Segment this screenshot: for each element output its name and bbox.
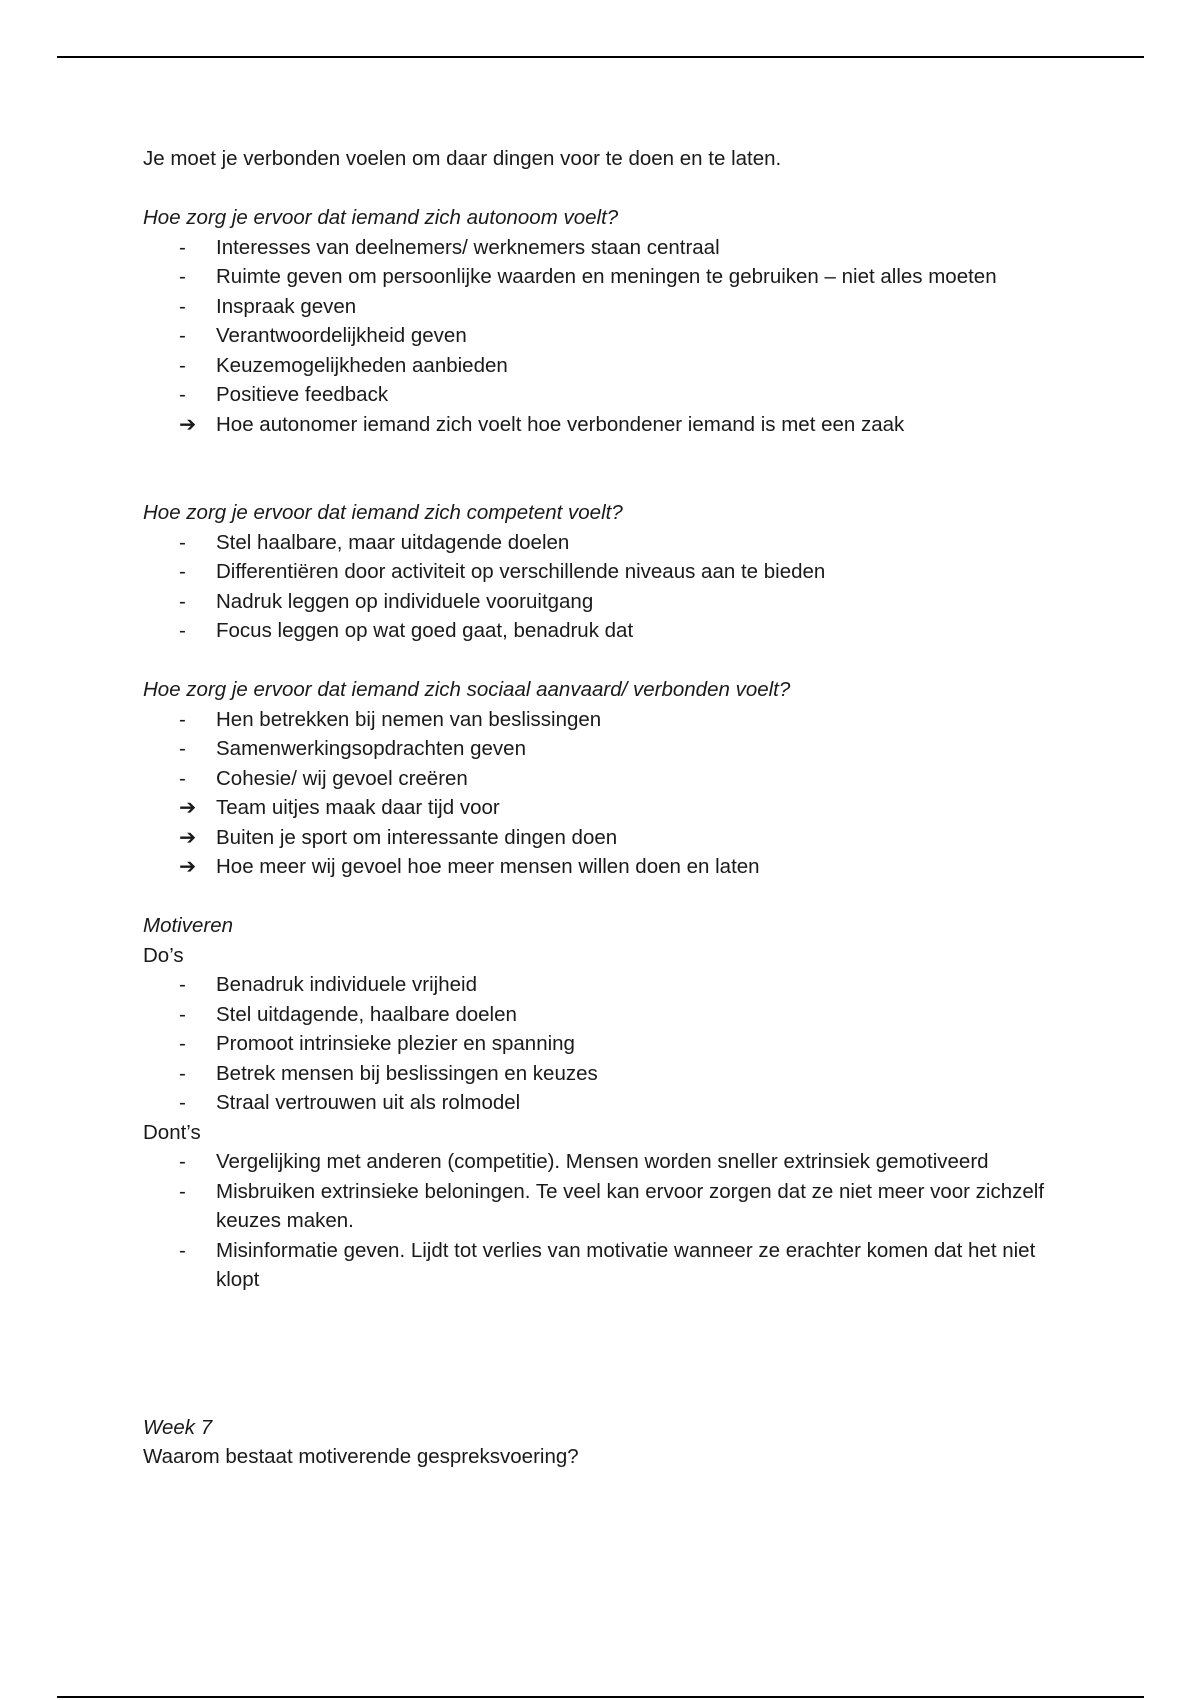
list-item: - Ruimte geven om persoonlijke waarden en meningen te gebruiken – niet alles moeten [143,262,1063,292]
list-item: - Nadruk leggen op individuele vooruitgang [143,587,1063,617]
social-heading: Hoe zorg je ervoor dat iemand zich sociaal aanvaard/ verbonden voelt? [143,678,791,701]
dash-marker: - [179,1032,186,1055]
list-item: - Misbruiken extrinsieke beloningen. Te veel kan ervoor zorgen dat ze niet meer voor zichzelf keuzes maken. [143,1177,1063,1236]
dash-marker: - [179,353,186,377]
list-item: - Verantwoordelijkheid geven [143,321,1063,351]
list-item: - Inspraak geven [143,292,1063,322]
dash-marker: - [179,1238,186,1262]
dash-marker: - [179,383,186,406]
list-item: - Vergelijking met anderen (competitie). Mensen worden sneller extrinsiek gemotiveerd [143,1147,1063,1177]
dash-marker: - [179,324,186,347]
social-list [143,705,1063,882]
list-item: - Differentiëren door activiteit op verschillende niveaus aan te bieden [143,557,1063,587]
header-rule [57,56,1144,58]
dash-marker: - [179,530,186,554]
dash-marker: - [179,766,186,790]
dash-marker: - [179,560,186,583]
list-item: - Interesses van deelnemers/ werknemers staan centraal [143,233,1063,263]
list-item: - Cohesie/ wij gevoel creëren [143,764,1063,794]
list-item: - Focus leggen op wat goed gaat, benadruk dat [143,616,1063,646]
intro-paragraph: Je moet je verbonden voelen om daar dingen voor te doen en te laten. [143,147,782,170]
donts-list [143,1147,1063,1295]
list-item: ➔ Hoe meer wij gevoel hoe meer mensen willen doen en laten [143,852,1063,882]
list-item: ➔ Hoe autonomer iemand zich voelt hoe verbondener iemand is met een zaak [143,410,1063,440]
dash-marker: - [179,265,186,288]
dos-label: Do’s [143,943,184,967]
list-item: - Hen betrekken bij nemen van beslissingen [143,705,1063,735]
list-item: - Benadruk individuele vrijheid [143,970,1063,1000]
competence-list [143,528,1063,646]
dash-marker: - [179,294,186,318]
arrow-right-icon: ➔ [179,825,197,849]
dash-marker: - [179,235,186,259]
dash-marker: - [179,1179,186,1203]
dash-marker: - [179,1091,186,1114]
dash-marker: - [179,619,186,642]
dos-list [143,970,1063,1118]
donts-label: Dont’s [143,1120,201,1144]
list-item: ➔ Buiten je sport om interessante dingen doen [143,823,1063,853]
list-item: - Keuzemogelijkheden aanbieden [143,351,1063,381]
list-item: - Misinformatie geven. Lijdt tot verlies van motivatie wanneer ze erachter komen dat het niet klopt [143,1236,1063,1295]
dash-marker: - [179,1002,186,1026]
list-item: - Promoot intrinsieke plezier en spanning [143,1029,1063,1059]
dash-marker: - [179,1150,186,1173]
list-item: - Stel uitdagende, haalbare doelen [143,1000,1063,1030]
footer-rule [57,1696,1144,1698]
week-heading: Week 7 [143,1415,213,1439]
list-item: - Straal vertrouwen uit als rolmodel [143,1088,1063,1118]
motivating-heading: Motiveren [143,914,234,937]
list-item: - Positieve feedback [143,380,1063,410]
dash-marker: - [179,707,186,731]
week-question: Waarom bestaat motiverende gespreksvoering? [143,1445,579,1468]
competence-heading: Hoe zorg je ervoor dat iemand zich competent voelt? [143,501,623,524]
list-item: - Stel haalbare, maar uitdagende doelen [143,528,1063,558]
dash-marker: - [179,737,186,760]
autonomy-list [143,233,1063,440]
dash-marker: - [179,589,186,613]
document-body [143,144,1063,1472]
dash-marker: - [179,973,186,996]
arrow-right-icon: ➔ [179,796,197,819]
autonomy-heading: Hoe zorg je ervoor dat iemand zich autonoom voelt? [143,206,619,229]
list-item: - Samenwerkingsopdrachten geven [143,734,1063,764]
list-item: - Betrek mensen bij beslissingen en keuzes [143,1059,1063,1089]
dash-marker: - [179,1061,186,1085]
arrow-right-icon: ➔ [179,855,197,878]
arrow-right-icon: ➔ [179,412,197,436]
list-item: ➔ Team uitjes maak daar tijd voor [143,793,1063,823]
